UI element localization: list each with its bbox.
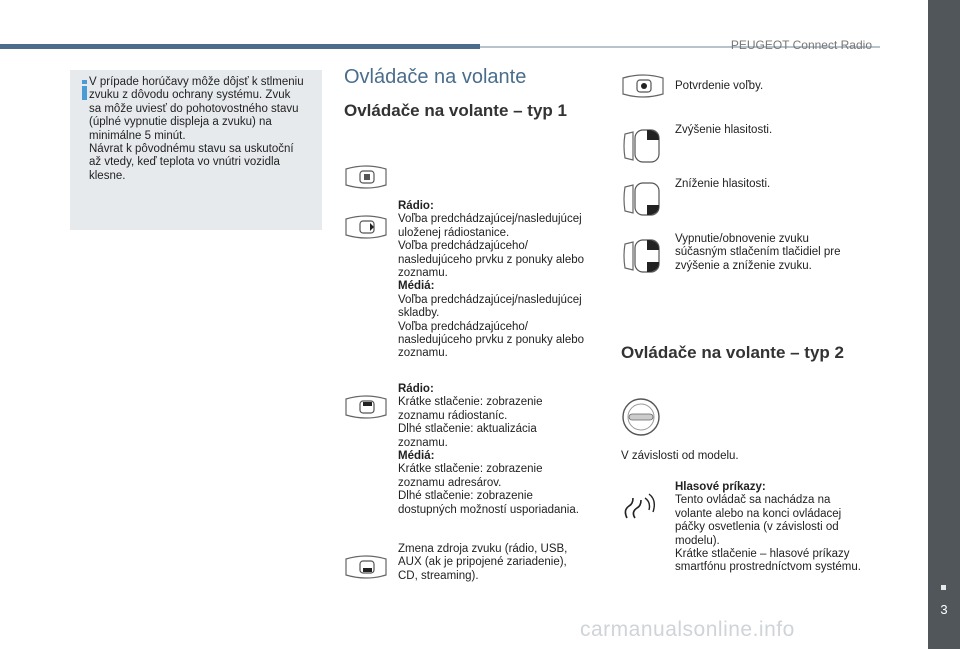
watermark: carmanualsonline.info (580, 618, 795, 641)
voice-command-icon (621, 488, 661, 524)
radio-media-block (398, 200, 603, 361)
steering-wheel-icon (621, 397, 661, 437)
band-marker (941, 585, 946, 590)
radio-text: Krátke stlačenie: zobrazenie zoznamu rádiostaníc. Dlhé stlačenie: aktualizácia zoznamu. (398, 396, 543, 449)
radio-text: Voľba predchádzajúcej/nasledujúcej uloženej rádiostanice. Voľba predchádzajúceho/ nasledujúceho prvku z ponuky alebo zoznamu. (398, 213, 585, 280)
steering-control-icon (344, 163, 388, 191)
info-note (70, 70, 322, 230)
confirm-text: Potvrdenie voľby. (675, 80, 764, 92)
volume-down-text: Zníženie hlasitosti. (675, 178, 771, 190)
volume-down-icon (621, 179, 663, 219)
info-note-text: V prípade horúčavy môže dôjsť k stlmeniu zvuku z dôvodu ochrany systému. Zvuk sa môže uviesť do pohotovostného stavu (úplné vypnutie displeja a zvuku) na minimálne 5 minút. Návrat k pôvodnému stavu sa uskutoční až vtedy, keď teplota vo vnútri vozidla klesne. (89, 76, 304, 182)
media-text: Voľba predchádzajúcej/nasledujúcej skladby. Voľba predchádzajúceho/ nasledujúceho prvku z ponuky alebo zoznamu. (398, 293, 585, 360)
steering-confirm-icon (621, 72, 665, 100)
type2-title: Ovládače na volante – typ 2 (621, 343, 844, 362)
side-band (928, 0, 960, 649)
radio-label: Rádio: (398, 200, 434, 212)
steering-scroll-icon (344, 213, 388, 241)
media-label: Médiá: (398, 450, 435, 463)
steering-press-icon (344, 393, 388, 421)
short-press-block (398, 383, 603, 517)
page-number: 3 (940, 602, 948, 617)
running-header: PEUGEOT Connect Radio (730, 38, 872, 52)
mute-icon (621, 236, 663, 276)
source-text: Zmena zdroja zvuku (rádio, USB, AUX (ak je pripojené zariadenie), CD, streaming). (398, 543, 568, 582)
section-title: Ovládače na volante (344, 66, 527, 88)
media-label: Médiá: (398, 280, 435, 293)
volume-up-icon (621, 126, 663, 166)
voice-label: Hlasové príkazy: (675, 481, 766, 493)
depends-text: V závislosti od modelu. (621, 450, 739, 462)
voice-block (675, 481, 875, 575)
volume-up-text: Zvýšenie hlasitosti. (675, 124, 773, 136)
radio-label: Rádio: (398, 383, 434, 395)
mute-text: Vypnutie/obnovenie zvuku súčasným stlačením tlačidiel pre zvýšenie a zníženie zvuku. (675, 233, 841, 272)
voice-text: Tento ovládač sa nachádza na volante alebo na konci ovládacej páčky osvetlenia (v závislosti od modelu). Krátke stlačenie – hlasové príkazy smartfónu prostredníctvom systému. (675, 494, 861, 574)
steering-source-icon (344, 553, 388, 581)
media-text: Krátke stlačenie: zobrazenie zoznamu adresárov. Dlhé stlačenie: zobrazenie dostupných možností usporiadania. (398, 463, 579, 516)
type1-title: Ovládače na volante – typ 1 (344, 101, 567, 120)
header-rule-accent (0, 44, 480, 49)
